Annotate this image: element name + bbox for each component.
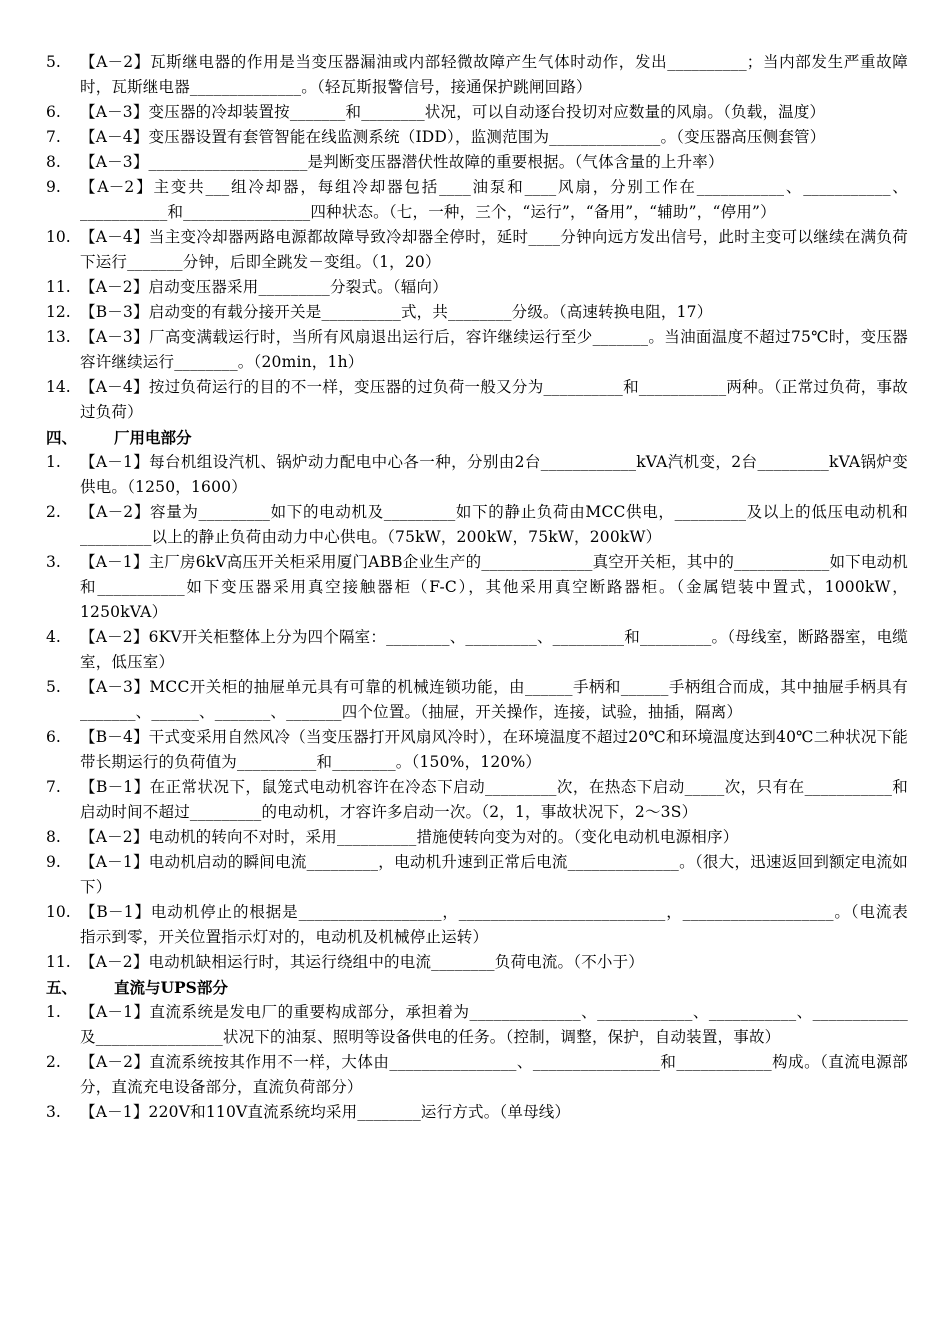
question-item <box>46 1000 908 1050</box>
question-number: 11. <box>46 278 71 296</box>
question-text: 【A－1】每台机组设汽机、锅炉动力配电中心各一种，分别由2台____________kVA汽机变，2台_________kVA锅炉变供电。（1250，1600） <box>80 453 908 496</box>
section-title: 厂用电部分 <box>114 428 192 447</box>
section-number: 五、 <box>46 978 78 997</box>
question-text: 【A－2】6KV开关柜整体上分为四个隔室：________、_________、_________和_________。（母线室，断路器室，电缆室，低压室） <box>80 628 908 671</box>
question-number: 7. <box>46 778 61 796</box>
question-item <box>46 725 908 775</box>
section-title: 直流与UPS部分 <box>114 978 228 997</box>
section-heading <box>46 425 908 450</box>
question-number: 10. <box>46 903 71 921</box>
question-item <box>46 275 908 300</box>
question-number: 5. <box>46 53 61 71</box>
question-item <box>46 150 908 175</box>
question-item <box>46 325 908 375</box>
question-item <box>46 775 908 825</box>
question-number: 10. <box>46 228 71 246</box>
question-number: 2. <box>46 1053 61 1071</box>
question-number: 2. <box>46 503 61 521</box>
question-number: 13. <box>46 328 71 346</box>
question-text: 【A－4】变压器设置有套管智能在线监测系统（IDD），监测范围为______________。（变压器高压侧套管） <box>80 128 826 146</box>
question-item <box>46 625 908 675</box>
question-number: 5. <box>46 678 61 696</box>
question-item <box>46 675 908 725</box>
question-text: 【A－1】电动机启动的瞬间电流_________，电动机升速到正常后电流______________。（很大，迅速返回到额定电流如下） <box>80 853 908 896</box>
question-text: 【A－2】瓦斯继电器的作用是当变压器漏油或内部轻微故障产生气体时动作，发出__________；当内部发生严重故障时，瓦斯继电器______________。（轻瓦斯报警信号，接通保护跳闸回路） <box>80 53 908 96</box>
question-number: 9. <box>46 853 61 871</box>
question-item <box>46 50 908 100</box>
question-item <box>46 125 908 150</box>
question-text: 【A－2】启动变压器采用_________分裂式。（辐向） <box>80 278 448 296</box>
question-text: 【A－2】电动机的转向不对时，采用__________措施使转向变为对的。（变化电动机电源相序） <box>80 828 739 846</box>
question-item <box>46 825 908 850</box>
question-item <box>46 550 908 625</box>
question-text: 【A－3】厂高变满载运行时，当所有风扇退出运行后，容许继续运行至少_______。当油面温度不超过75℃时，变压器容许继续运行________。（20min，1h） <box>80 328 908 371</box>
question-text: 【B－3】启动变的有载分接开关是__________式，共________分级。（高速转换电阻，17） <box>80 303 713 321</box>
question-text: 【A－2】电动机缺相运行时，其运行绕组中的电流________负荷电流。（不小于） <box>80 953 645 971</box>
question-text: 【A－3】变压器的冷却装置按_______和________状况，可以自动逐台投切对应数量的风扇。（负载，温度） <box>80 103 826 121</box>
question-item <box>46 950 908 975</box>
question-text: 【A－1】220V和110V直流系统均采用________运行方式。（单母线） <box>80 1103 571 1121</box>
question-text: 【A－2】直流系统按其作用不一样，大体由________________、________________和____________构成。（直流电源部分，直流充电设备部分，直流负荷部分） <box>80 1053 908 1096</box>
question-text: 【A－1】直流系统是发电厂的重要构成部分，承担着为______________、____________、___________、____________及________________状况下的油泵、照明等设备供电的任务。（控制，调整，保护，自动装置，事故） <box>80 1003 908 1046</box>
question-number: 1. <box>46 453 61 471</box>
question-text: 【B－4】干式变采用自然风冷（当变压器打开风扇风冷时），在环境温度不超过20℃和环境温度达到40℃二种状况下能带长期运行的负荷值为__________和________。（150%，120%） <box>80 728 908 771</box>
section-a-list <box>46 50 908 425</box>
question-number: 4. <box>46 628 61 646</box>
question-number: 8. <box>46 153 61 171</box>
question-number: 8. <box>46 828 61 846</box>
question-number: 6. <box>46 103 61 121</box>
question-number: 1. <box>46 1003 61 1021</box>
question-item <box>46 900 908 950</box>
question-item <box>46 300 908 325</box>
section-4-list <box>46 450 908 975</box>
question-number: 9. <box>46 178 61 196</box>
question-item <box>46 500 908 550</box>
question-item <box>46 450 908 500</box>
question-text: 【B－1】电动机停止的根据是__________________，__________________________，___________________。（电流表指示到零，开关位置指示灯对的，电动机及机械停止运转） <box>80 903 908 946</box>
question-item <box>46 850 908 900</box>
question-number: 6. <box>46 728 61 746</box>
question-item <box>46 100 908 125</box>
question-number: 3. <box>46 553 61 571</box>
question-item <box>46 1100 908 1125</box>
question-text: 【A－2】主变共___组冷却器，每组冷却器包括____油泵和____风扇，分别工作在___________、___________、___________和________________四种状态。（七，一种，三个，“运行”，“备用”，“辅助”，“停用”） <box>80 178 908 221</box>
section-number: 四、 <box>46 428 78 447</box>
question-item <box>46 175 908 225</box>
question-text: 【A－3】____________________是判断变压器潜伏性故障的重要根据。（气体含量的上升率） <box>80 153 724 171</box>
question-text: 【B－1】在正常状况下，鼠笼式电动机容许在冷态下启动_________次，在热态下启动_____次，只有在___________和启动时间不超过_________的电动机，才容许多启动一次。（2，1，事故状况下，2～3S） <box>80 778 908 821</box>
section-heading <box>46 975 908 1000</box>
question-number: 14. <box>46 378 71 396</box>
question-number: 3. <box>46 1103 61 1121</box>
question-text: 【A－1】主厂房6kV高压开关柜采用厦门ABB企业生产的______________真空开关柜，其中的____________如下电动机和___________如下变压器采用真空接触器柜（F-C），其他采用真空断路器柜。（金属铠装中置式，1000kW，1250kVA） <box>80 553 908 621</box>
section-5-list <box>46 1000 908 1125</box>
question-number: 11. <box>46 953 71 971</box>
question-number: 7. <box>46 128 61 146</box>
question-text: 【A－4】当主变冷却器两路电源都故障导致冷却器全停时，延时____分钟向远方发出信号，此时主变可以继续在满负荷下运行_______分钟，后即全跳发－变组。（1，20） <box>80 228 908 271</box>
question-item <box>46 225 908 275</box>
question-text: 【A－2】容量为_________如下的电动机及_________如下的静止负荷由MCC供电，_________及以上的低压电动机和_________以上的静止负荷由动力中心供电。（75kW，200kW，75kW，200kW） <box>80 503 908 546</box>
question-item <box>46 375 908 425</box>
question-item <box>46 1050 908 1100</box>
question-text: 【A－4】按过负荷运行的目的不一样，变压器的过负荷一般又分为__________和___________两种。（正常过负荷，事故过负荷） <box>80 378 908 421</box>
question-text: 【A－3】MCC开关柜的抽屉单元具有可靠的机械连锁功能，由______手柄和______手柄组合而成，其中抽屉手柄具有_______、______、_______、_______四个位置。（抽屉，开关操作，连接，试验，抽插，隔离） <box>80 678 908 721</box>
question-number: 12. <box>46 303 71 321</box>
